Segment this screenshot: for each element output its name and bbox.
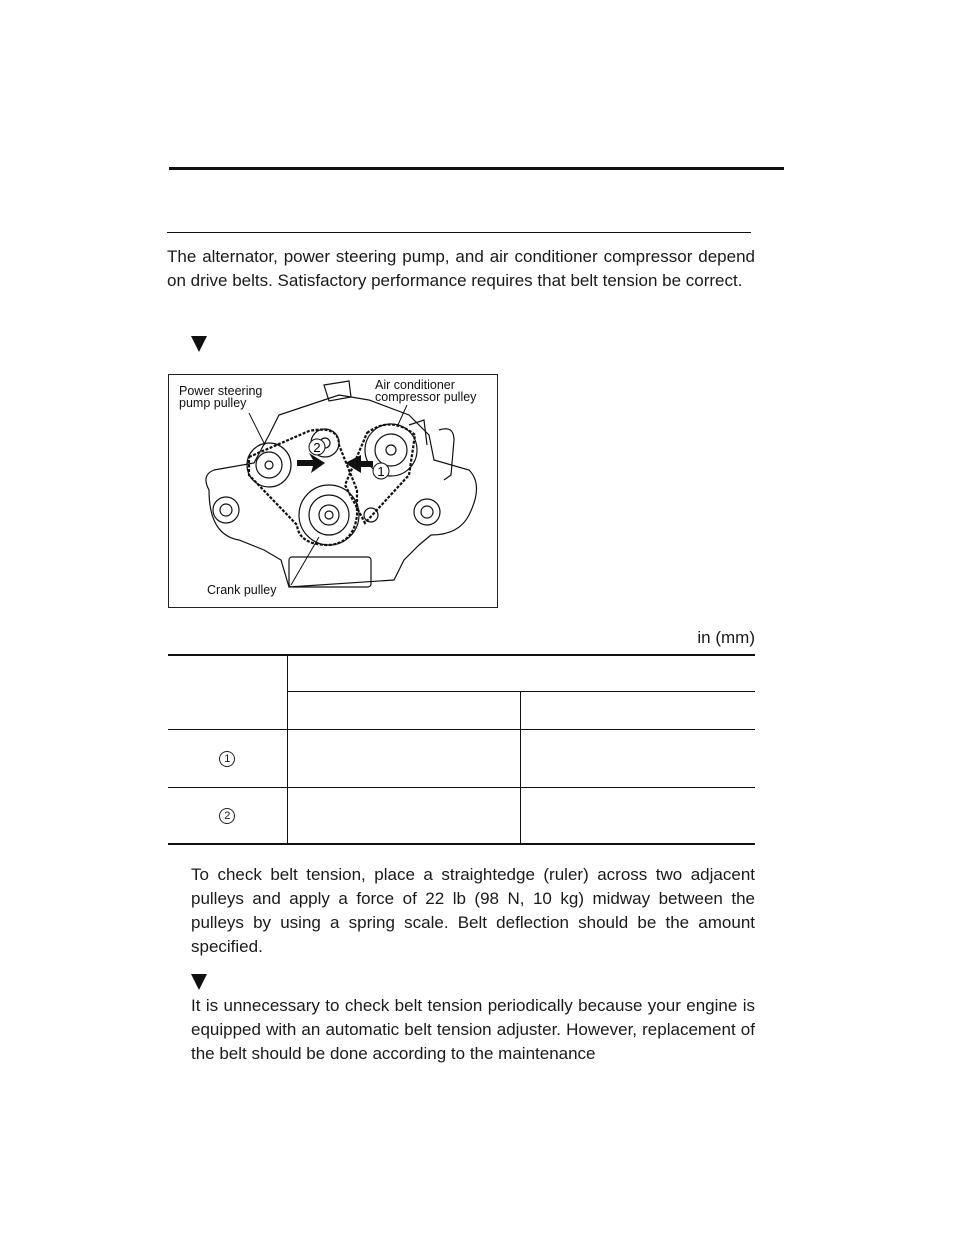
note-paragraph: It is unnecessary to check belt tension periodically because your engine is equipped with an automatic belt tension adjuster. However, replacement of the belt should be done according to the maintenance — [191, 996, 755, 1063]
belt-check-paragraph: To check belt tension, place a straightedge (ruler) across two adjacent pulleys and apply a force of 22 lb (98 N, 10 kg) midway between the pulleys by using a spring scale. Belt deflection should be the amount specified. — [191, 865, 755, 956]
label-power-steering-pulley: Power steering pump pulley — [179, 384, 263, 410]
table-cell — [287, 787, 520, 844]
table-cell — [287, 729, 520, 787]
table-unit: in (mm) — [697, 628, 755, 647]
table-row — [168, 729, 287, 787]
table-cell — [520, 729, 755, 787]
table-cell — [520, 787, 755, 844]
marker-2: 2 — [313, 440, 321, 455]
table-row — [168, 787, 287, 844]
header-cell-new — [287, 691, 520, 729]
belt-deflection-table — [168, 654, 755, 845]
header-cell-used — [520, 691, 755, 729]
row-id-1: 1 — [219, 751, 235, 767]
engine-belt-figure — [168, 374, 498, 608]
triangle-marker-icon — [191, 974, 207, 990]
label-crank-pulley: Crank pulley — [207, 583, 277, 597]
intro-paragraph: The alternator, power steering pump, and air conditioner compressor depend on drive belts. Satisfactory performance requires that belt tension be correct. — [167, 247, 755, 290]
label-ac-compressor-pulley: Air conditioner compressor pulley — [375, 378, 477, 404]
header-rule — [169, 167, 784, 170]
header-cell-deflection — [287, 655, 755, 691]
header-cell-belt — [168, 655, 287, 729]
marker-1: 1 — [377, 464, 385, 479]
section-rule — [167, 232, 751, 233]
triangle-marker-icon — [191, 336, 207, 352]
row-id-2: 2 — [219, 808, 235, 824]
